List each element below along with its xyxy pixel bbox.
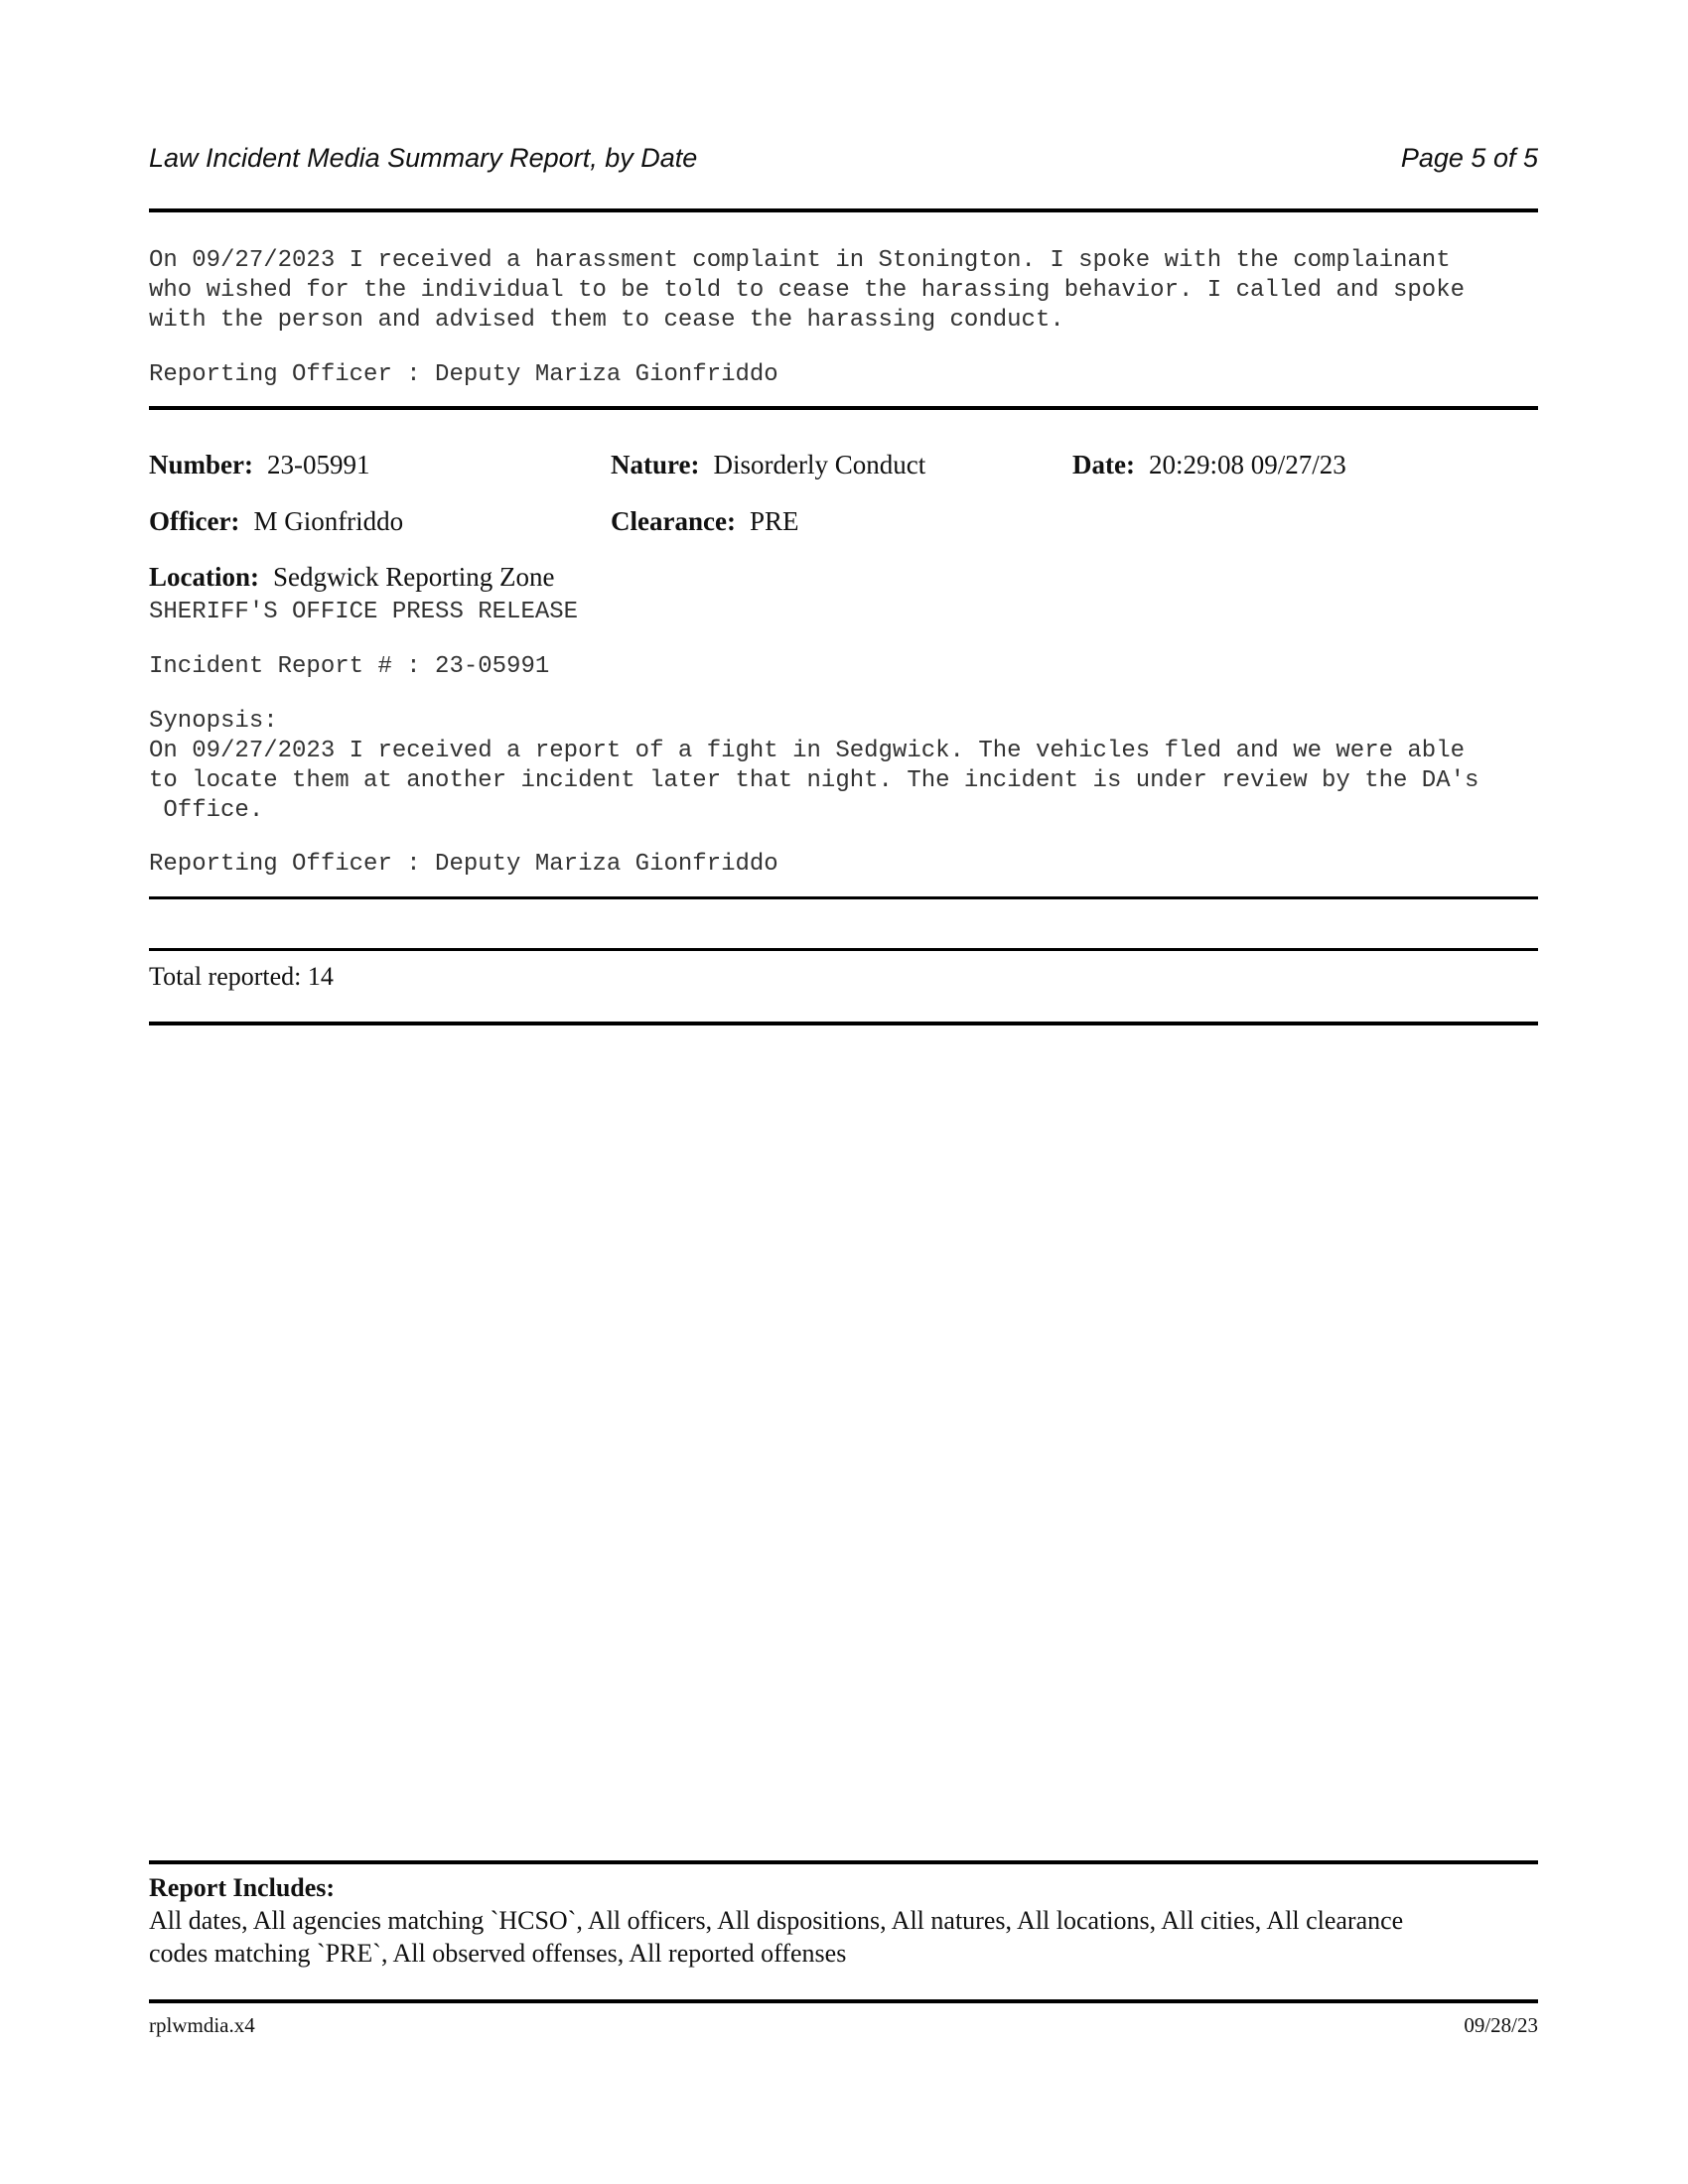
date-field <box>1072 450 1346 480</box>
location-value: Sedgwick Reporting Zone <box>273 562 555 592</box>
prev-narrative-line-2: who wished for the individual to be told to cease the harassing behavior. I called and spoke <box>149 277 1466 304</box>
prev-reporting-officer: Reporting Officer : Deputy Mariza Gionfriddo <box>149 361 778 388</box>
clearance-label: Clearance: <box>611 506 736 536</box>
entry-separator-top <box>149 406 1538 410</box>
report-includes-label: Report Includes: <box>149 1873 336 1902</box>
officer-field <box>149 506 403 537</box>
report-title: Law Incident Media Summary Report, by Date <box>149 143 698 173</box>
total-rule-bottom <box>149 1022 1538 1025</box>
reporting-officer: Reporting Officer : Deputy Mariza Gionfriddo <box>149 851 778 878</box>
page-number: Page 5 of 5 <box>1400 143 1538 173</box>
prev-narrative-line-1: On 09/27/2023 I received a harassment complaint in Stonington. I spoke with the complainant <box>149 247 1451 274</box>
total-reported: Total reported: 14 <box>149 962 334 991</box>
entry-separator-bottom <box>149 896 1538 899</box>
location-label: Location: <box>149 562 259 592</box>
report-includes-line-1: All dates, All agencies matching `HCSO`, All officers, All dispositions, All natures, All locations, All cities, All clearance <box>149 1906 1404 1935</box>
synopsis-line-2: to locate them at another incident later that night. The incident is under review by the DA's <box>149 767 1479 794</box>
report-includes-line-2: codes matching `PRE`, All observed offenses, All reported offenses <box>149 1939 847 1968</box>
officer-value: M Gionfriddo <box>253 506 404 536</box>
prev-narrative-line-3: with the person and advised them to cease the harassing conduct. <box>149 307 1064 334</box>
clearance-field <box>611 506 798 537</box>
synopsis-line-3: Office. <box>149 797 264 824</box>
synopsis-label: Synopsis: <box>149 708 278 735</box>
date-label: Date: <box>1072 450 1135 479</box>
footer-print-date: 09/28/23 <box>1464 2013 1538 2037</box>
location-field <box>149 562 554 593</box>
number-field <box>149 450 369 480</box>
number-label: Number: <box>149 450 253 479</box>
footer-report-code: rplwmdia.x4 <box>149 2013 255 2037</box>
press-release-line: SHERIFF'S OFFICE PRESS RELEASE <box>149 599 579 625</box>
footer-rule <box>149 1999 1538 2003</box>
number-value: 23-05991 <box>266 450 370 479</box>
incident-report-number: Incident Report # : 23-05991 <box>149 653 550 680</box>
nature-label: Nature: <box>611 450 700 479</box>
total-rule-top <box>149 948 1538 951</box>
officer-label: Officer: <box>149 506 240 536</box>
includes-rule-top <box>149 1860 1538 1864</box>
nature-value: Disorderly Conduct <box>713 450 926 479</box>
synopsis-line-1: On 09/27/2023 I received a report of a fight in Sedgwick. The vehicles fled and we were able <box>149 738 1466 764</box>
clearance-value: PRE <box>749 506 799 536</box>
header-rule <box>149 208 1538 212</box>
nature-field <box>611 450 925 480</box>
date-value: 20:29:08 09/27/23 <box>1148 450 1346 479</box>
